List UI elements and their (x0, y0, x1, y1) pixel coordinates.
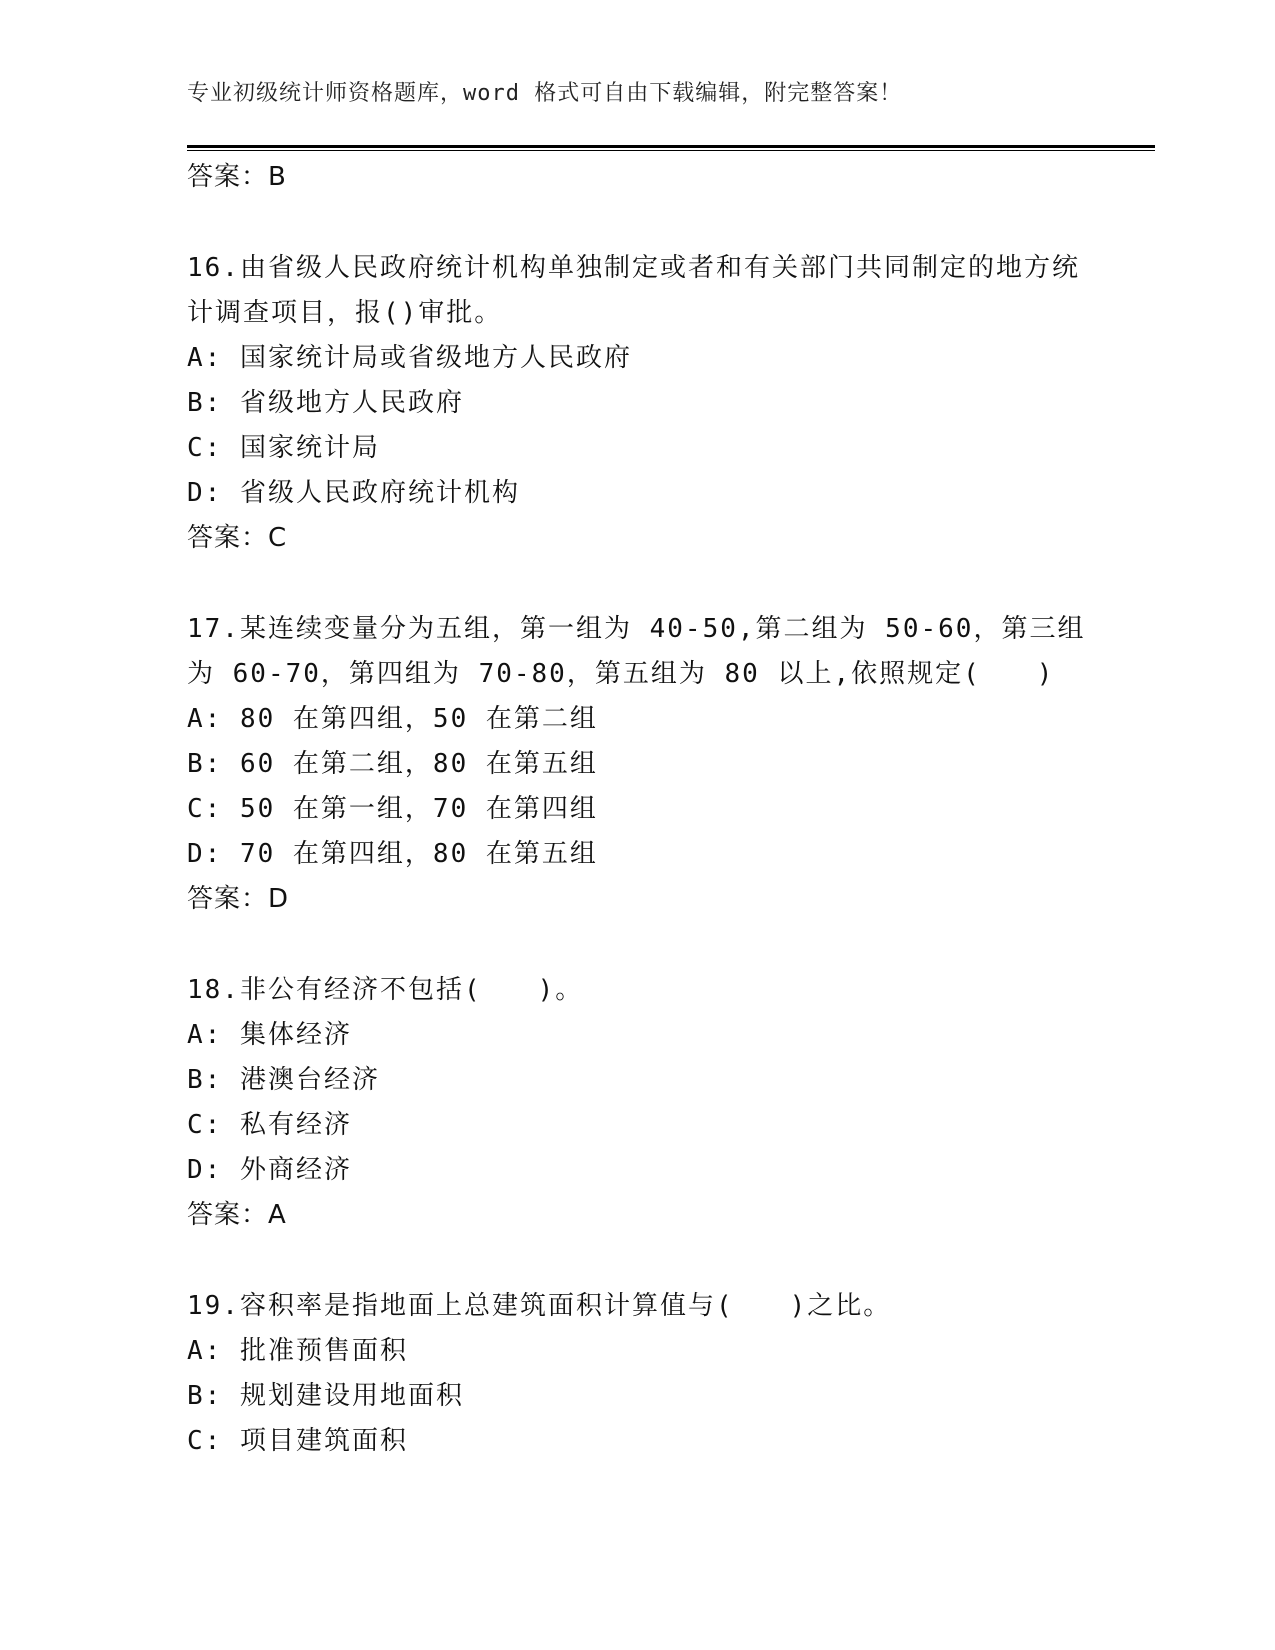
answer-label: 答案： (187, 1200, 269, 1230)
option-a: A: 国家统计局或省级地方人民政府 (187, 343, 632, 373)
answer-label: 答案： (187, 523, 269, 553)
answer-value: C (268, 523, 287, 553)
option-d: D: 省级人民政府统计机构 (187, 478, 520, 508)
spacer (187, 1238, 1087, 1284)
option-c: C: 50 在第一组，70 在第四组 (187, 794, 598, 824)
question-18 (187, 968, 1087, 1238)
question-19 (187, 1284, 1087, 1464)
option-a: A: 批准预售面积 (187, 1336, 408, 1366)
option-c: C: 国家统计局 (187, 433, 380, 463)
option-d: D: 外商经济 (187, 1155, 352, 1185)
option-c: C: 项目建筑面积 (187, 1426, 408, 1456)
answer-value: D (268, 884, 289, 914)
question-stem: 18.非公有经济不包括( )。 (187, 975, 584, 1005)
question-list (187, 155, 1087, 1464)
option-b: B: 60 在第二组，80 在第五组 (187, 749, 598, 779)
question-answer (187, 877, 1087, 922)
previous-answer (187, 155, 1087, 200)
answer-value: A (268, 1200, 286, 1230)
answer-label: 答案： (187, 884, 269, 914)
spacer (187, 561, 1087, 607)
header-rule-thick (187, 145, 1155, 148)
page-header: 专业初级统计师资格题库，word 格式可自由下载编辑，附完整答案！ (187, 81, 903, 106)
question-stem: 19.容积率是指地面上总建筑面积计算值与( )之比。 (187, 1291, 892, 1321)
option-b: B: 港澳台经济 (187, 1065, 380, 1095)
option-b: B: 规划建设用地面积 (187, 1381, 464, 1411)
header-rule-thin (187, 150, 1155, 151)
question-answer (187, 516, 1087, 561)
option-c: C: 私有经济 (187, 1110, 352, 1140)
spacer (187, 922, 1087, 968)
question-17 (187, 607, 1087, 922)
option-a: A: 80 在第四组，50 在第二组 (187, 704, 598, 734)
option-d: D: 70 在第四组，80 在第五组 (187, 839, 598, 869)
question-stem: 16.由省级人民政府统计机构单独制定或者和有关部门共同制定的地方统计调查项目，报()审批。 (187, 253, 1080, 328)
question-16 (187, 246, 1087, 561)
spacer (187, 200, 1087, 246)
option-a: A: 集体经济 (187, 1020, 352, 1050)
answer-label: 答案： (187, 162, 269, 192)
option-b: B: 省级地方人民政府 (187, 388, 464, 418)
answer-value: B (268, 162, 286, 192)
question-answer (187, 1193, 1087, 1238)
question-stem: 17.某连续变量分为五组，第一组为 40-50,第二组为 50-60，第三组为 60-70，第四组为 70-80，第五组为 80 以上,依照规定( ) (187, 614, 1086, 689)
